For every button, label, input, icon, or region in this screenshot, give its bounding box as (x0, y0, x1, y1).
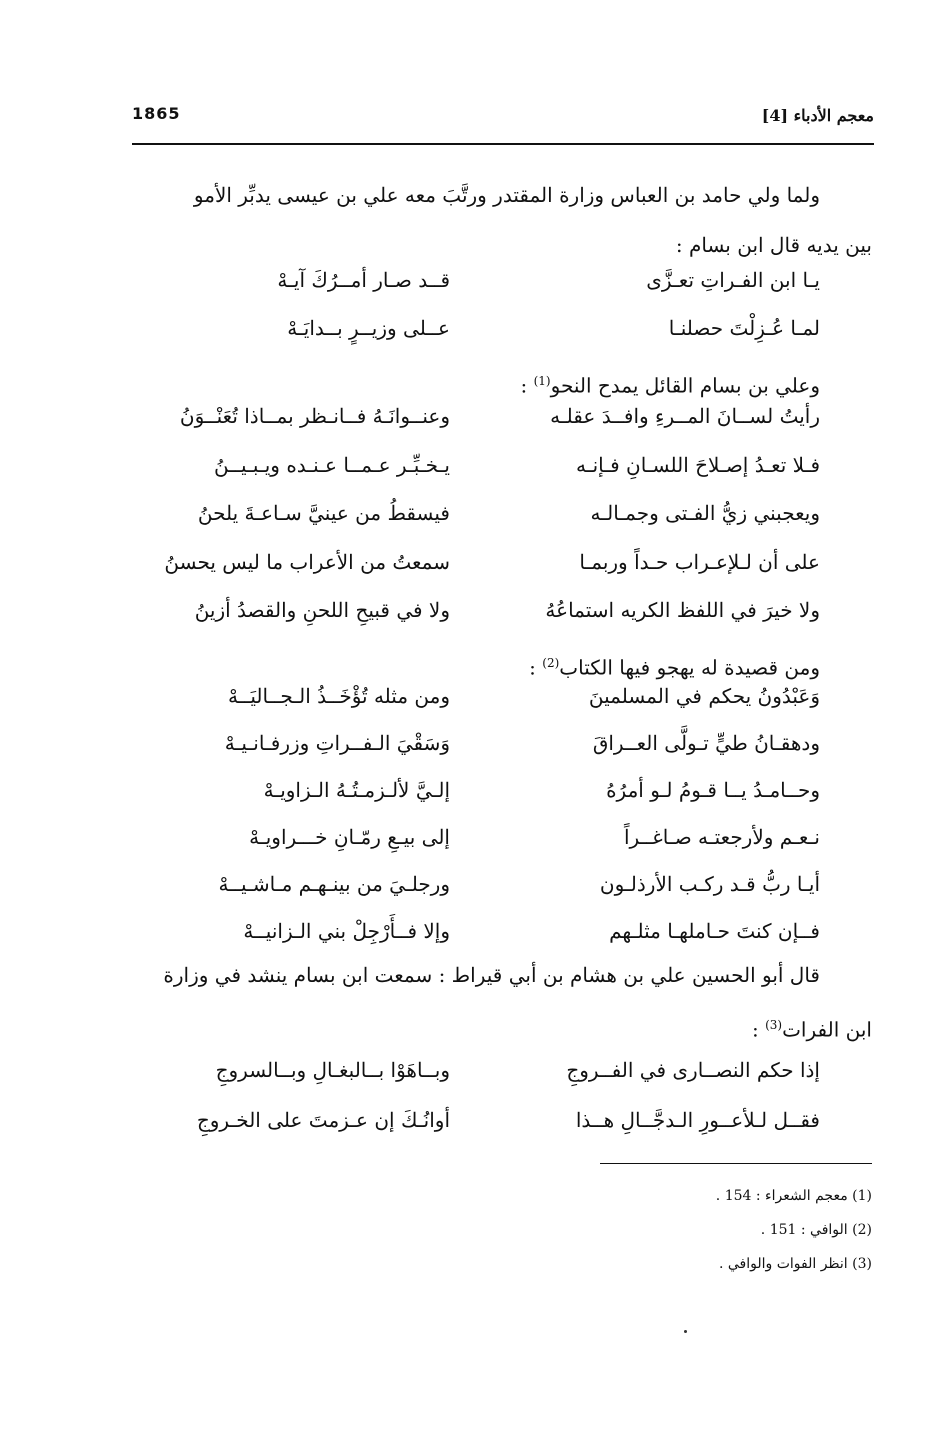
verse-first-hemistich: ويعجبني زيُّ الفـتى وجمـالـه (590, 501, 820, 525)
paragraph-text: وعلي بن بسام القائل يمدح النحو (550, 373, 820, 398)
verse-first-hemistich: ولا خيرَ في اللفظ الكريه استماعُهُ (545, 598, 820, 622)
stray-mark (684, 1330, 687, 1333)
header-rule (132, 143, 874, 145)
verse-second-hemistich: وعنــوانَـهُ فــانـظر بمــاذا تُعَنْــوَنُ (179, 404, 450, 428)
verse-first-hemistich: على أن لـلإعـراب حـداً وربمـا (579, 549, 820, 574)
paragraph-line: بين يديه قال ابن بسام : (675, 233, 872, 257)
verse-second-hemistich: سمعتُ من الأعراب ما ليس يحسنُ (164, 549, 450, 574)
verse-line (120, 684, 820, 724)
paragraph-quote (112, 960, 872, 1045)
verse-line (120, 731, 820, 771)
page-number: 1865 (132, 104, 181, 123)
verse-second-hemistich: ولا في قبيحِ اللحنِ والقصدُ أزينُ (194, 598, 450, 622)
verse-first-hemistich: فقــل لـلأعــورِ الـدجَّــالِ هــذا (575, 1108, 820, 1132)
footnote-2: (2) الوافي : 151 . (760, 1222, 872, 1238)
verse-line (120, 872, 820, 912)
verse-second-hemistich: عــلى وزيــرٍ بــدايَـهْ (287, 316, 450, 340)
paragraph-text: ومن قصيدة له يهجو فيها الكتاب (559, 655, 820, 680)
verse-first-hemistich: وَعَبْدُونُ يحكم في المسلمينَ (588, 684, 820, 708)
footnote-rule (600, 1163, 872, 1164)
verse-second-hemistich: يـخـبِّـر عـمــا عـنـده ويـبـيــنُ (214, 452, 450, 477)
verse-first-hemistich: لمـا عُـزِلْتَ حصلنـا (668, 316, 820, 340)
footnote-1: (1) معجم الشعراء : 154 . (715, 1188, 872, 1204)
verse-line (120, 778, 820, 818)
verse-line (120, 501, 820, 541)
verse-line (120, 919, 820, 959)
verse-second-hemistich: قــد صـار أمــرُكَ آيـهْ (277, 268, 450, 292)
verse-line (120, 453, 820, 493)
paragraph-line (112, 1010, 872, 1045)
verse-first-hemistich: إذا حكم النصــارى في الفــروجِ (566, 1058, 820, 1082)
verse-second-hemistich: فيسقطُ من عينيَّ سـاعـةَ يلحنُ (197, 501, 450, 525)
verse-first-hemistich: ودهقـانُ طيٍّ تـولَّى العــراقَ (592, 731, 820, 755)
verse-line (120, 316, 820, 356)
verse-second-hemistich: وَسَقْيَ الـفــراتِ وزرفـانـيـهْ (224, 731, 450, 755)
verse-first-hemistich: وحــامـدُ يــا قـومُ لـو أمرُهُ (606, 778, 820, 802)
paragraph-colon: : (520, 373, 534, 398)
verse-second-hemistich: ورجلـيَ من بينـهـم مـاشـيــهْ (218, 872, 450, 896)
verse-second-hemistich: أوانُـكَ إن عـزمتَ على الخـروجِ (196, 1108, 450, 1132)
verse-first-hemistich: فــإن كنتَ حـاملهـا مثلـهم (609, 919, 820, 943)
verse-line (120, 825, 820, 865)
footnote-ref: (1) (533, 374, 551, 388)
paragraph-line: قال أبو الحسين علي بن هشام بن أبي قيراط : سمعت ابن بسام ينشد في وزارة (163, 963, 820, 987)
verse-second-hemistich: وبــاهَوْا بــالبغـالِ وبــالسروجِ (215, 1058, 450, 1082)
verse-second-hemistich: وإلا فــأَرْجِلْ بني الـزانيــهْ (243, 919, 450, 943)
footnote-ref: (3) (765, 1018, 783, 1032)
paragraph-text: ابن الفرات (782, 1017, 872, 1042)
verse-first-hemistich: رأيتُ لســانَ المــرءِ وافــدَ عقلـه (550, 404, 820, 428)
verse-first-hemistich: فـلا تعـدُ إصـلاحَ اللسـانِ فـإنـه (575, 452, 820, 477)
verse-line (120, 550, 820, 590)
paragraph-line: ولما ولي حامد بن العباس وزارة المقتدر ورتَّبَ معه علي بن عيسى يدبِّر الأمو (193, 183, 820, 207)
verse-second-hemistich: ومن مثله تُؤْخَــذُ الـجــاليَــهْ (227, 684, 450, 708)
paragraph-colon: : (751, 1017, 766, 1042)
verse-first-hemistich: نـعـم ولأرجعتـه صـاغــراً (623, 825, 820, 849)
footnote-3: (3) انظر الفوات والوافي . (718, 1256, 872, 1272)
footnote-ref: (2) (542, 656, 560, 670)
verse-line (120, 1058, 820, 1098)
paragraph-colon: : (529, 655, 543, 680)
verse-line (120, 268, 820, 308)
verse-line (120, 404, 820, 444)
verse-first-hemistich: يـا ابن الفـراتِ تعـزَّى (646, 268, 820, 292)
verse-first-hemistich: أيـا ربُّ قـد ركـب الأرذلـون (599, 872, 820, 896)
paragraph-intro (112, 180, 872, 260)
verse-second-hemistich: إلى بيـعِ رمّـانِ خـــراويـهْ (249, 825, 450, 849)
page-header (132, 100, 874, 140)
verse-line (120, 1108, 820, 1148)
book-title: معجم الأدباء [4] (761, 106, 874, 125)
verse-line (120, 598, 820, 638)
paragraph-nahw (520, 358, 820, 409)
verse-second-hemistich: إلـيَّ لألـزمـتُـهُ الـزاويـهْ (263, 778, 450, 802)
